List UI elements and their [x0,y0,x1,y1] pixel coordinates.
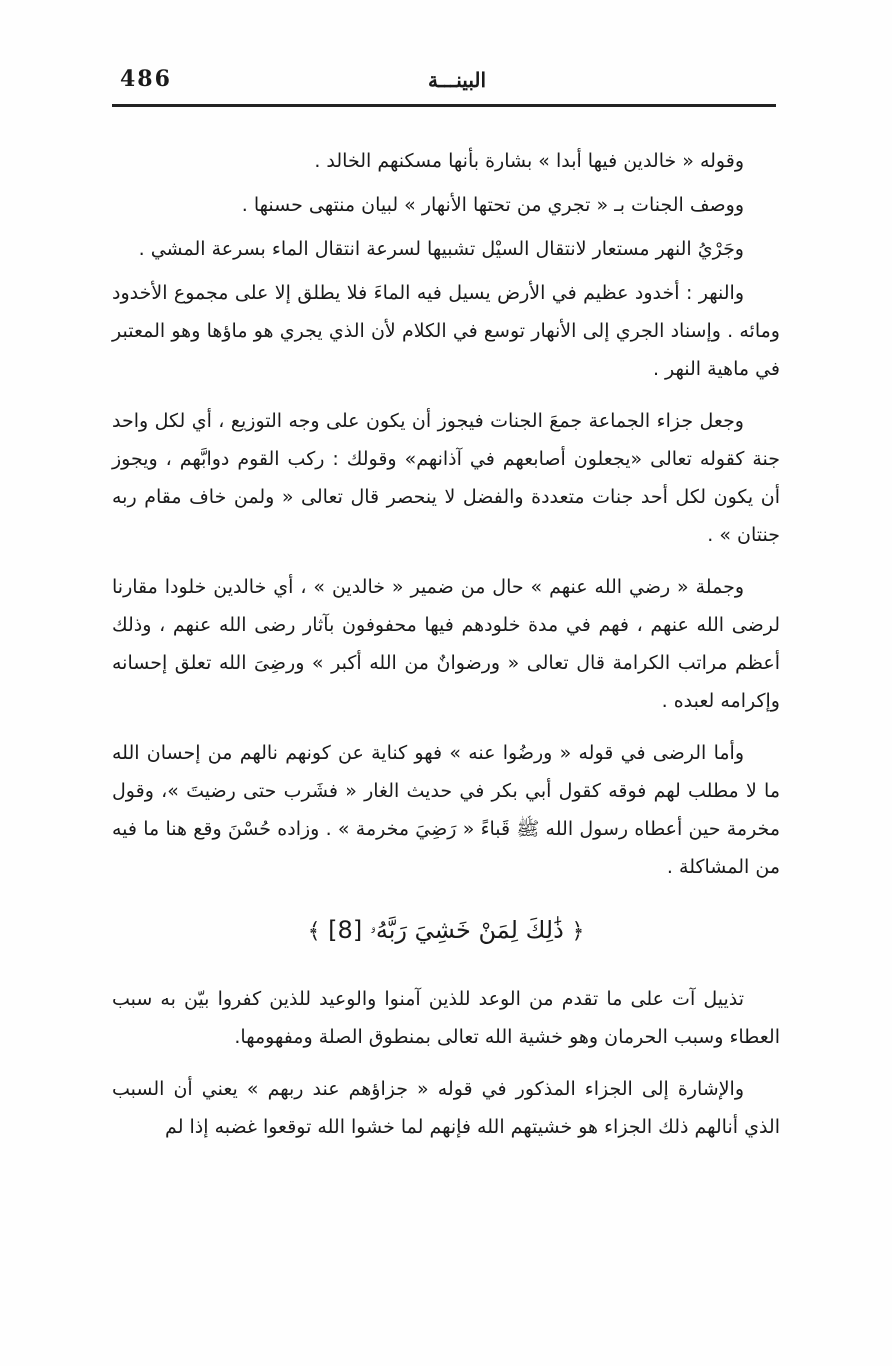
verse-open-bracket: ﴿ [571,919,585,944]
paragraph: والإشارة إلى الجزاء المذكور في قوله « جزاؤهم عند ربهم » يعني أن السبب الذي أنالهم ذلك الجزاء هو خشيتهم الله فإنهم لما خشوا الله توقعوا غضبه إذا لم [112,1078,780,1138]
running-title: البينـــة [427,68,487,92]
paragraph: وقوله « خالدين فيها أبدا » بشارة بأنها مسكنهم الخالد . [314,150,744,172]
verse-text: ذَٰلِكَ لِمَنْ خَشِيَ رَبَّهُۥ [369,916,564,944]
paragraph: وجَرْيُ النهر مستعار لانتقال السيْل تشبيها لسرعة انتقال الماء بسرعة المشي . [138,238,744,260]
paragraph: ووصف الجنات بـ « تجري من تحتها الأنهار » لبيان منتهى حسنها . [241,194,744,216]
paragraph: والنهر : أخدود عظيم في الأرض يسيل فيه الماءَ فلا يطلق إلا على مجموع الأخدود ومائه . وإسناد الجري إلى الأنهار توسع في الكلام لأن الذي يجري هو ماؤها وهو المعتبر في ماهية النهر . [112,282,780,380]
paragraph: وجعل جزاء الجماعة جمعَ الجنات فيجوز أن يكون على وجه التوزيع ، أي لكل واحد جنة كقوله تعالى «يجعلون أصابعهم في آذانهم» وقولك : ركب القوم دوابَّهم ، ويجوز أن يكون لكل أحد جنات متعددة والفضل لا ينحصر قال تعالى « ولمن خاف مقام ربه جنتان » . [112,410,780,546]
quran-verse [112,908,780,954]
verse-number: [8] [328,916,363,944]
paragraph: وجملة « رضي الله عنهم » حال من ضمير « خالدين » ، أي خالدين خلودا مقارنا لرضى الله عنهم ، فهم في مدة خلودهم فيها محفوفون بآثار رضى الله عنهم ، وذلك أعظم مراتب الكرامة قال تعالى « ورضوانٌ من الله أكبر » ورضِىَ الله تعلق إحسانه وإكرامه لعبده . [112,576,780,712]
verse-close-bracket: ﴾ [307,919,321,944]
header-rule [112,104,776,107]
paragraph: تذييل آت على ما تقدم من الوعد للذين آمنوا والوعيد للذين كفروا بيّن به سبب العطاء وسبب الحرمان وهو خشية الله تعالى بمنطوق الصلة ومفهومها. [112,988,780,1048]
page-number: 486 [120,66,172,92]
body-text [112,142,780,1160]
page-header [112,66,776,106]
paragraph: وأما الرضى في قوله « ورضُوا عنه » فهو كناية عن كونهم نالهم من إحسان الله ما لا مطلب لهم فوقه كقول أبي بكر في حديث الغار « فشَرب حتى رضيتَ »، وقول مخرمة حين أعطاه رسول الله ﷺ قَباءً « رَضِيَ مخرمة » . وزاده حُسْنَ وقع هنا ما فيه من المشاكلة . [112,742,780,878]
